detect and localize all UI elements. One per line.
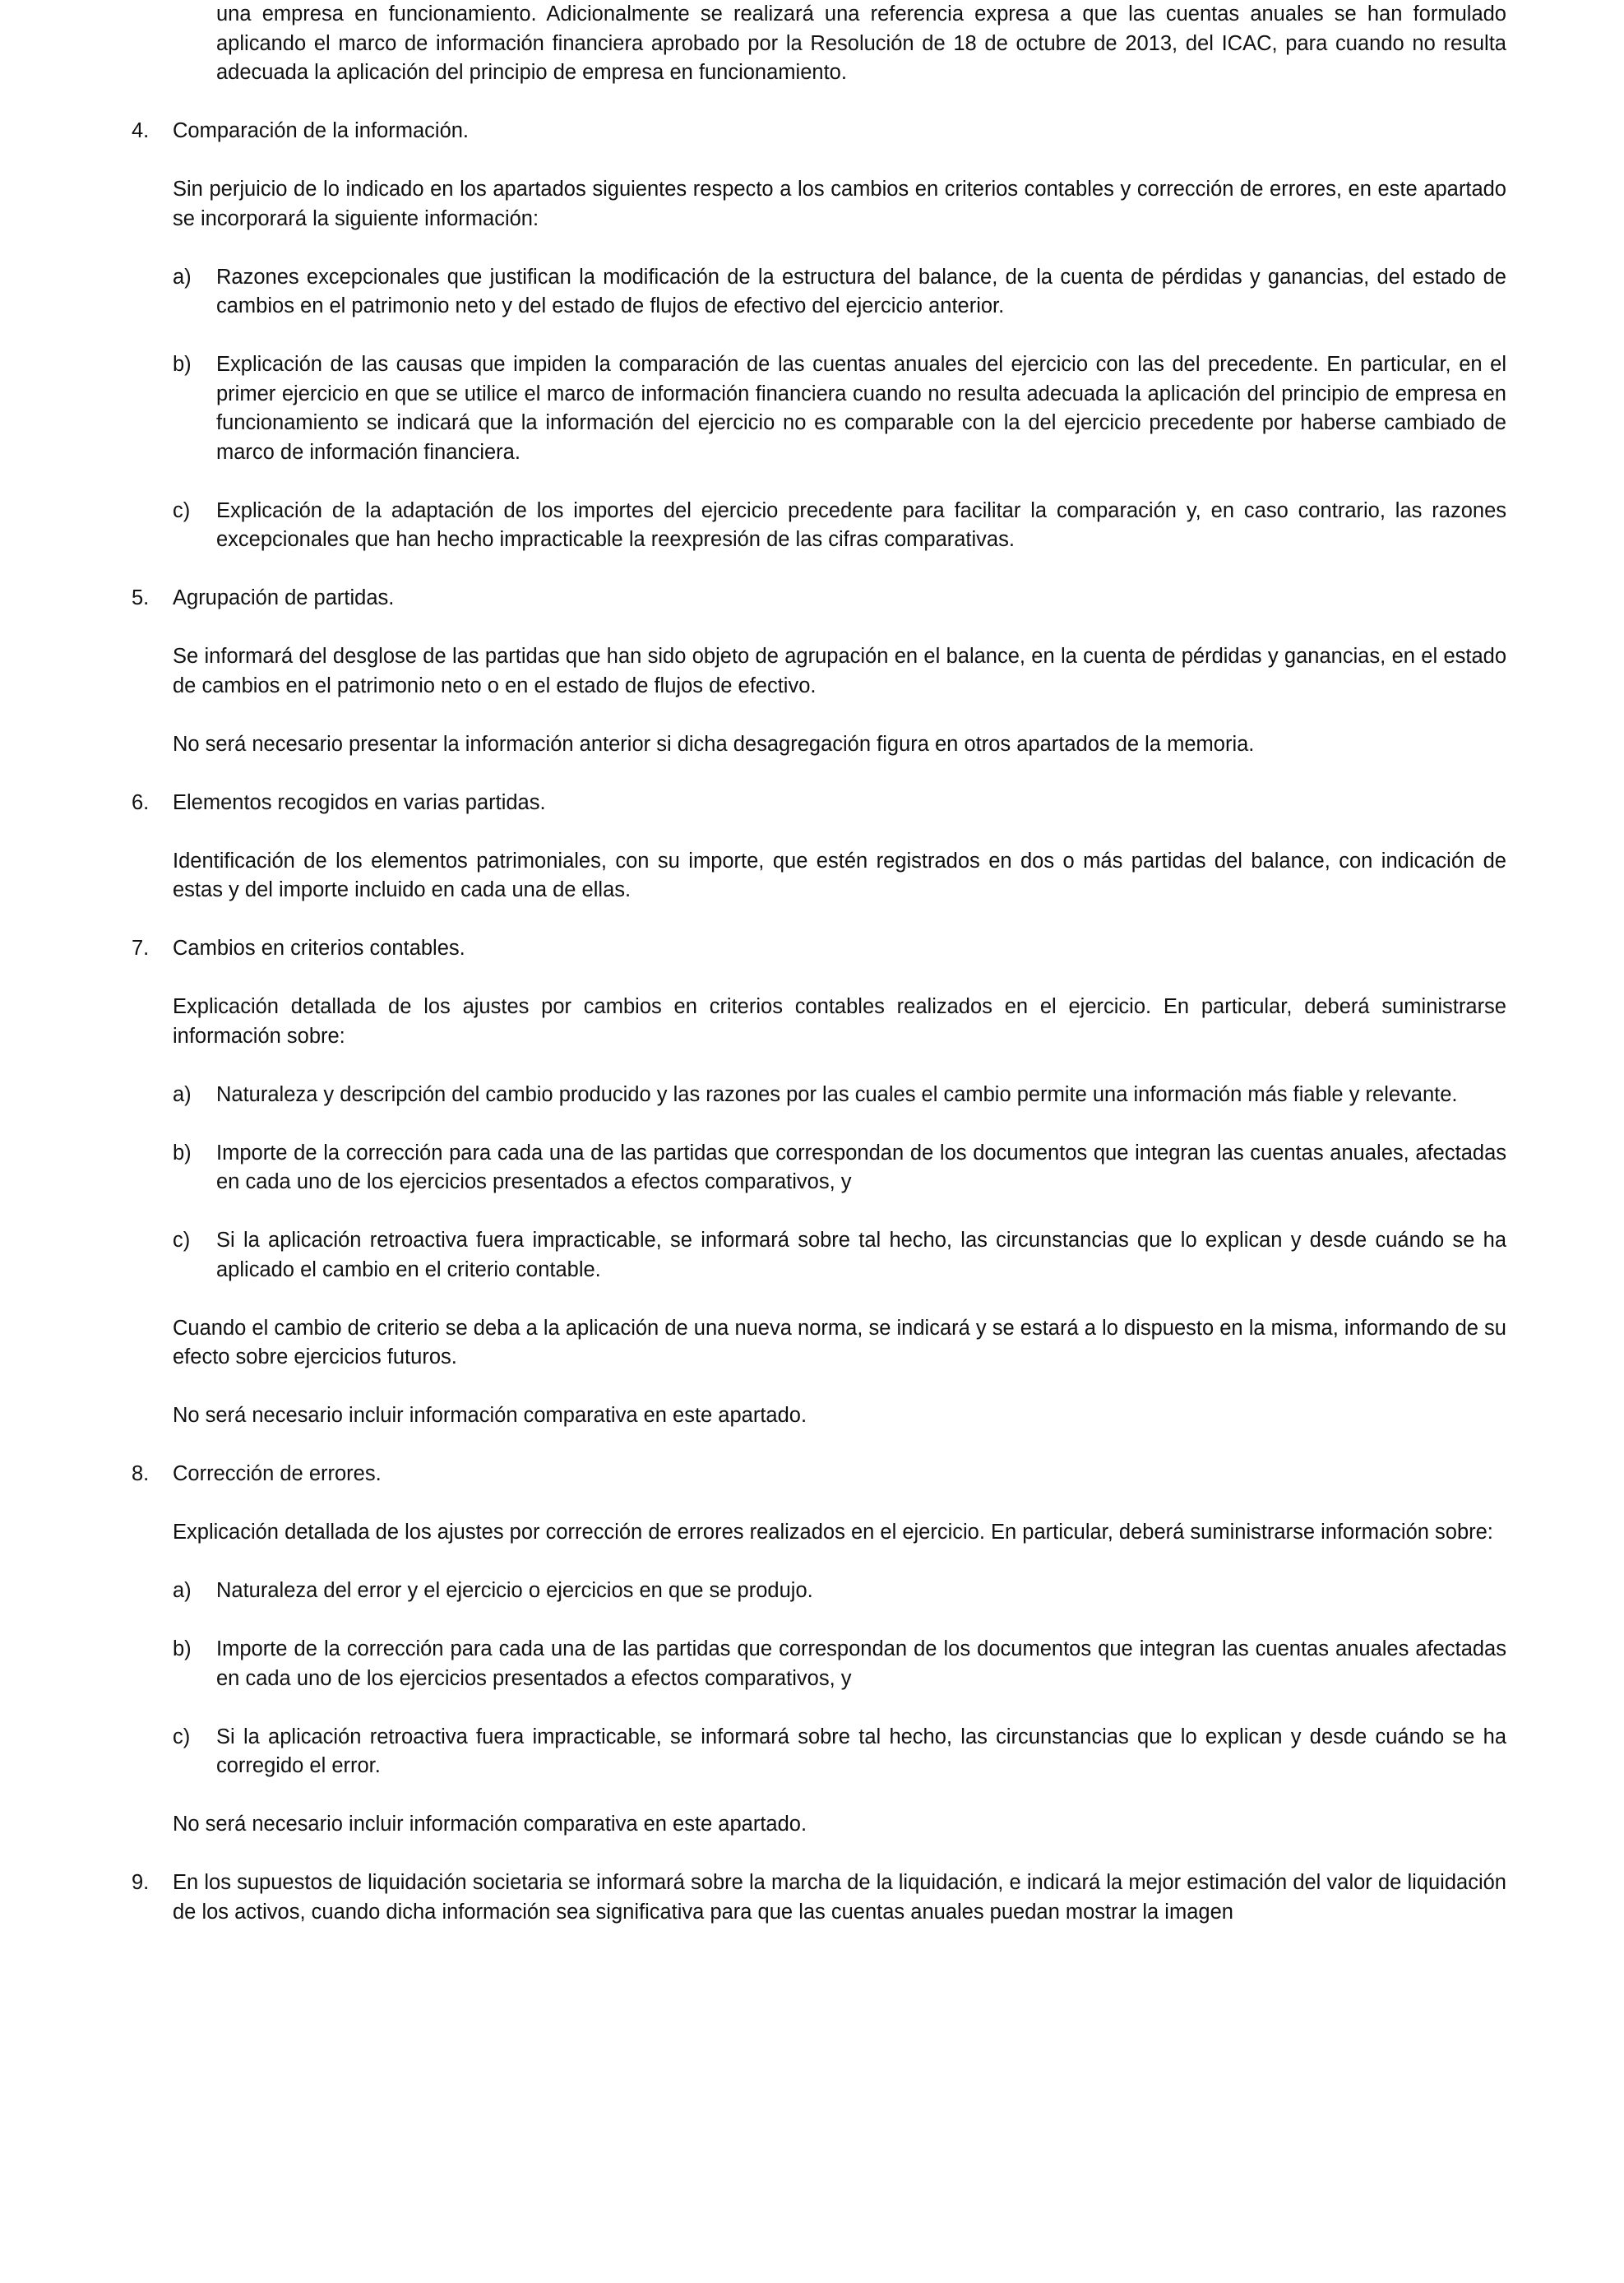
list-item-label: c) — [173, 1229, 191, 1252]
list-item-text: Naturaleza del error y el ejercicio o ejercicios en que se produjo. — [216, 1579, 813, 1602]
list-item-label: c) — [173, 1725, 191, 1748]
section-title: Comparación de la información. — [173, 119, 470, 142]
list-item-label: a) — [173, 1082, 192, 1106]
document-body — [132, 0, 1506, 1927]
list-item-text: Explicación de la adaptación de los importes del ejercicio precedente para facilitar la comparación y, en caso contrario, las razones excepcionales que han hecho impracticable la reexpresión de las cifras comparativas. — [216, 498, 1506, 551]
section-title: Corrección de errores. — [173, 1462, 382, 1485]
list-item-text: Explicación de las causas que impiden la comparación de las cuentas anuales del ejercicio con las del precedente. En particular, en el primer ejercicio en que se utilice el marco de información financiera cuando no resulta adecuada la aplicación del principio de empresa en funcionamiento se indicará que la información del ejercicio no es comparable con la del ejercicio precedente por haberse cambiado de marco de información financiera. — [216, 353, 1506, 464]
list-item-text: Razones excepcionales que justifican la modificación de la estructura del balance, de la cuenta de pérdidas y ganancias, del estado de cambios en el patrimonio neto y del estado de flujos de efectivo del ejercicio anterior. — [216, 265, 1506, 317]
section-number: 4. — [132, 119, 150, 142]
section-title: Agrupación de partidas. — [173, 586, 395, 609]
section-4-intro: Sin perjuicio de lo indicado en los apartados siguientes respecto a los cambios en criterios contables y corrección de errores, en este apartado se incorporará la siguiente información: — [173, 178, 1506, 230]
section-title: Elementos recogidos en varias partidas. — [173, 790, 546, 814]
section-number: 5. — [132, 586, 150, 609]
list-item-label: a) — [173, 1579, 192, 1602]
section-number: 6. — [132, 790, 150, 814]
list-item — [173, 1723, 1506, 1781]
section-4-heading — [132, 117, 1506, 146]
intro-continuation: una empresa en funcionamiento. Adicionalmente se realizará una referencia expresa a que las cuentas anuales se han formulado aplicando el marco de información financiera aprobado por la Resolución de 18 de octubre de 2013, del ICAC, para cuando no resulta adecuada la aplicación del principio de empresa en funcionamiento. — [216, 2, 1506, 84]
section-8-paragraph: No será necesario incluir información comparativa en este apartado. — [173, 1813, 807, 1836]
section-number: 9. — [132, 1871, 150, 1894]
list-item — [173, 1635, 1506, 1693]
section-5-paragraph: No será necesario presentar la información anterior si dicha desagregación figura en otros apartados de la memoria. — [173, 732, 1255, 756]
section-8-intro: Explicación detallada de los ajustes por corrección de errores realizados en el ejercicio. En particular, deberá suministrarse información sobre: — [173, 1521, 1493, 1544]
section-7-heading — [132, 934, 1506, 964]
section-number: 8. — [132, 1462, 150, 1485]
list-item-label: c) — [173, 498, 191, 522]
section-number: 7. — [132, 937, 150, 960]
list-item-text: Importe de la corrección para cada una de las partidas que correspondan de los documentos que integran las cuentas anuales afectadas en cada uno de los ejercicios presentados a efectos comparativos, y — [216, 1637, 1506, 1690]
list-item — [173, 1577, 1506, 1606]
section-7-intro: Explicación detallada de los ajustes por cambios en criterios contables realizados en el ejercicio. En particular, deberá suministrarse información sobre: — [173, 995, 1506, 1048]
list-item-label: b) — [173, 353, 192, 376]
list-item-label: a) — [173, 265, 192, 289]
section-8-heading — [132, 1460, 1506, 1489]
list-item — [173, 1139, 1506, 1197]
section-9-paragraph — [132, 1869, 1506, 1927]
list-item — [173, 1081, 1506, 1110]
section-7-paragraph: Cuando el cambio de criterio se deba a la aplicación de una nueva norma, se indicará y se estará a lo dispuesto en la misma, informando de su efecto sobre ejercicios futuros. — [173, 1316, 1506, 1368]
section-5-paragraph: Se informará del desglose de las partidas que han sido objeto de agrupación en el balance, en la cuenta de pérdidas y ganancias, en el estado de cambios en el patrimonio neto o en el estado de flujos de efectivo. — [173, 645, 1506, 697]
section-5-heading — [132, 584, 1506, 614]
list-item-label: b) — [173, 1141, 192, 1165]
list-item-text: Si la aplicación retroactiva fuera impracticable, se informará sobre tal hecho, las circunstancias que lo explican y desde cuándo se ha aplicado el cambio en el criterio contable. — [216, 1229, 1506, 1281]
section-7-paragraph: No será necesario incluir información comparativa en este apartado. — [173, 1404, 807, 1427]
list-item-text: Importe de la corrección para cada una de las partidas que correspondan de los documentos que integran las cuentas anuales, afectadas en cada uno de los ejercicios presentados a efectos comparativos, y — [216, 1141, 1506, 1193]
section-text: En los supuestos de liquidación societaria se informará sobre la marcha de la liquidación, e indicará la mejor estimación del valor de liquidación de los activos, cuando dicha información sea significativa para que las cuentas anuales puedan mostrar la imagen — [173, 1871, 1506, 1924]
section-6-heading — [132, 789, 1506, 818]
list-item-text: Naturaleza y descripción del cambio producido y las razones por las cuales el cambio permite una información más fiable y relevante. — [216, 1082, 1458, 1106]
list-item — [173, 1226, 1506, 1285]
list-item-label: b) — [173, 1637, 192, 1660]
list-item-text: Si la aplicación retroactiva fuera impracticable, se informará sobre tal hecho, las circunstancias que lo explican y desde cuándo se ha corregido el error. — [216, 1725, 1506, 1777]
list-item — [173, 263, 1506, 322]
section-6-paragraph: Identificación de los elementos patrimoniales, con su importe, que estén registrados en dos o más partidas del balance, con indicación de estas y del importe incluido en cada una de ellas. — [173, 849, 1506, 901]
list-item — [173, 497, 1506, 555]
section-title: Cambios en criterios contables. — [173, 937, 465, 960]
list-item — [173, 350, 1506, 467]
